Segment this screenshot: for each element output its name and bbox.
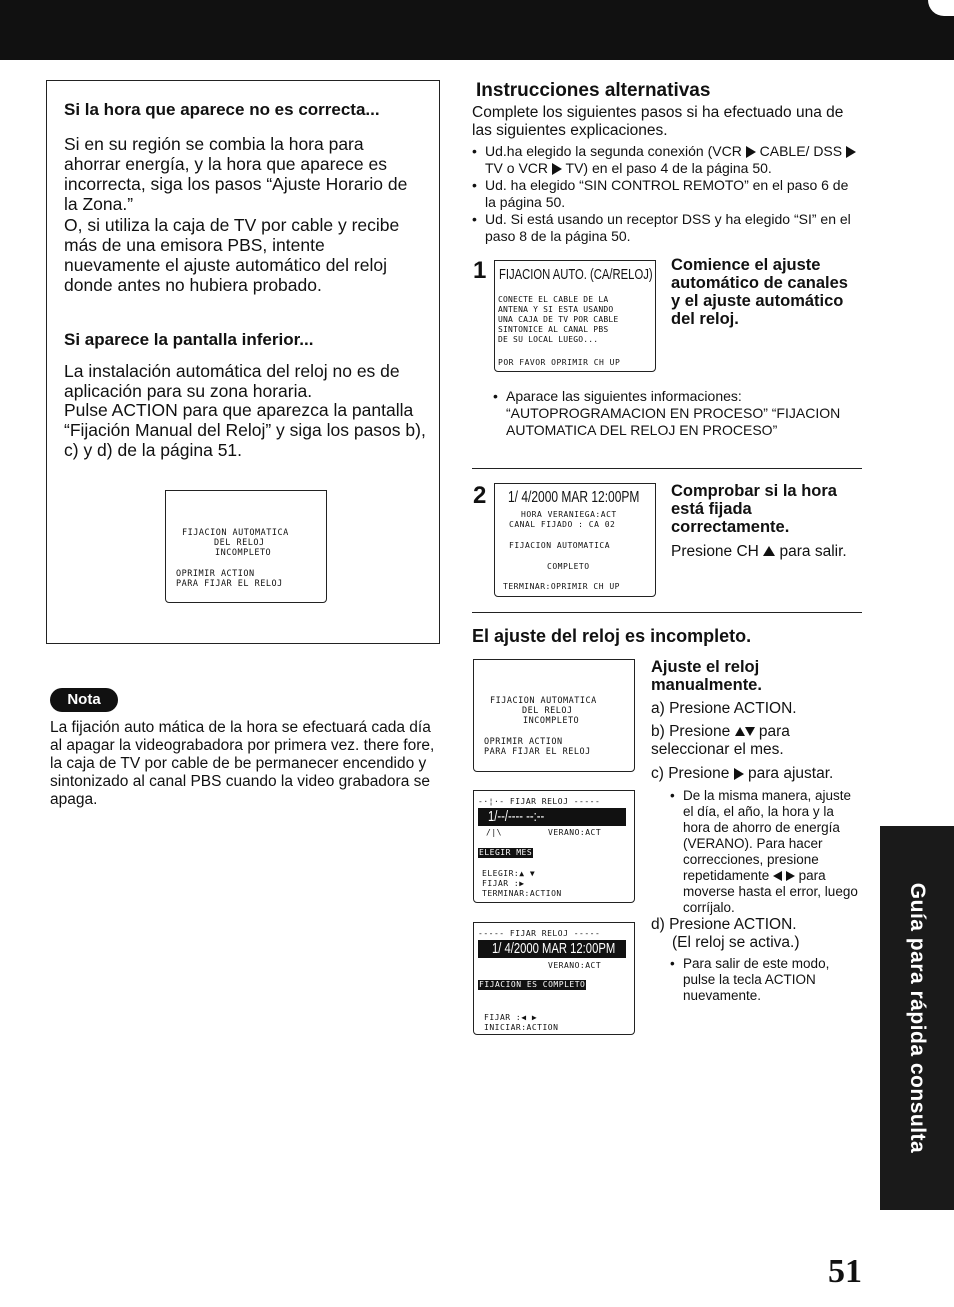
side-tab — [880, 826, 954, 1210]
screen-text: HORA VERANIEGA:ACT — [521, 510, 617, 519]
intro-paragraph: Complete los siguientes pasos si ha efectuado una de las siguientes explicaciones. — [472, 104, 844, 139]
screen-text: PARA FIJAR EL RELOJ — [484, 747, 591, 757]
screen-text: PARA FIJAR EL RELOJ — [176, 579, 283, 589]
screen-title: FIJACION AUTO. (CA/RELOJ) — [499, 266, 653, 283]
screen-footer: POR FAVOR OPRIMIR CH UP — [498, 358, 621, 367]
tv-screen-step2 — [494, 483, 656, 597]
screen-text: COMPLETO — [547, 562, 590, 571]
screen-text: VERANO:ACT — [548, 961, 602, 970]
side-tab-label: Guía para rápida consulta — [906, 882, 929, 1154]
paragraph: Si en su región se combia la hora para ahorrar energía, y la hora que aparece es incorrecta, siga los pasos “Ajuste Horario de la Zona.” — [64, 134, 408, 214]
condition-list — [472, 143, 858, 245]
instruction-d: d) Presione ACTION. — [651, 916, 797, 933]
step1-heading: Comience el ajuste automático de canales y el ajuste automático del reloj. — [671, 256, 848, 328]
screen-text: DEL RELOJ — [214, 538, 265, 548]
screen-text: FIJAR :▶ — [482, 879, 525, 888]
screen-text: INCOMPLETO — [523, 716, 580, 726]
section-title-alternativas: Instrucciones alternativas — [476, 80, 711, 101]
step2-heading: Comprobar si la hora está fijada correctamente. — [671, 482, 837, 536]
screen-text: FIJAR :◀ ▶ — [484, 1013, 538, 1022]
instruction-a: a) Presione ACTION. — [651, 700, 797, 717]
screen-text: OPRIMIR ACTION — [484, 737, 563, 747]
step-number: 2 — [473, 482, 487, 509]
tv-screen-set-complete — [473, 922, 635, 1035]
screen-text: CANAL FIJADO : CA 02 — [509, 520, 616, 529]
section-heading-screen: Si aparece la pantalla inferior... — [64, 330, 314, 349]
screen-text: FIJACION AUTOMATICA — [490, 696, 597, 706]
step1-notes — [493, 388, 873, 439]
list-item: • Ud. Si está usando un receptor DSS y ha elegido “SI” en el paso 8 de la página 50. — [472, 211, 858, 245]
screen-text: /|\ — [486, 828, 502, 837]
tv-screen-incomplete — [165, 490, 327, 603]
instruction-d-note: (El reloj se activa.) — [672, 934, 800, 951]
screen-clock: 1/ 4/2000 MAR 12:00PM — [508, 489, 640, 506]
selected-option: FIJACION ES COMPLETO — [479, 980, 586, 989]
nota-text: La fijación auto mática de la hora se efectuará cada día al apagar la videograbadora por primera vez. there fore, la caja de TV por cable de be permanecer encendido y sintonizado al canal PBS cuando la video grabadora se apaga. — [50, 719, 435, 808]
page-number: 51 — [828, 1253, 862, 1290]
nota-badge: Nota — [50, 688, 118, 712]
arrow-right-icon — [734, 768, 744, 780]
step2-instruction: Presione CH para salir. — [671, 543, 847, 560]
screen-text: DEL RELOJ — [522, 706, 573, 716]
screen-text-block: CONECTE EL CABLE DE LA ANTENA Y SI ESTA USANDO UNA CAJA DE TV POR CABLE SINTONICE AL CANAL PBS DE SU LOCAL LUEGO... — [498, 295, 619, 344]
paragraph: Pulse ACTION para que aparezca la pantalla “Fijación Manual del Reloj” y siga los pasos b), c) y d) de la página 51. — [64, 400, 426, 460]
screen-title: -·¦·- FIJAR RELOJ ----- — [478, 797, 601, 806]
date-field-highlight: 1/--/---- --:-- — [478, 808, 626, 826]
screen-text: ELEGIR:▲ ▼ — [482, 869, 536, 878]
manual-set-heading: Ajuste el reloj manualmente. — [651, 658, 762, 694]
step-number: 1 — [473, 257, 487, 284]
instruction-b: b) Presione para seleccionar el mes. — [651, 723, 790, 758]
screen-title: ----- FIJAR RELOJ ----- — [478, 929, 601, 938]
divider — [472, 468, 862, 469]
date-field-highlight: 1/ 4/2000 MAR 12:00PM — [478, 940, 626, 958]
arrow-left-icon — [773, 871, 782, 881]
selected-option: ELEGIR MES — [479, 848, 533, 857]
tv-screen-step1 — [494, 260, 656, 372]
screen-text: FIJACION AUTOMATICA — [182, 528, 289, 538]
arrow-up-icon — [735, 727, 745, 736]
screen-footer: TERMINAR:OPRIMIR CH UP — [503, 582, 620, 591]
screen-text: OPRIMIR ACTION — [176, 569, 255, 579]
list-item: • Ud. ha elegido “SIN CONTROL REMOTO” en el paso 6 de la página 50. — [472, 177, 858, 211]
list-item: • Aparace las siguientes informaciones: “AUTOPROGRAMACION EN PROCESO” “FIJACION AUTOMATICA DEL RELOJ EN PROCESO” — [493, 388, 873, 439]
arrow-right-icon — [786, 871, 795, 881]
paragraph: La instalación automática del reloj no es de aplicación para su zona horaria. — [64, 361, 400, 401]
list-item: • Para salir de este modo, pulse la tecla ACTION nuevamente. — [670, 956, 858, 1004]
arrow-right-icon — [746, 146, 756, 158]
top-banner — [0, 0, 954, 60]
instruction-c: c) Presione para ajustar. — [651, 765, 834, 782]
paragraph: O, si utiliza la caja de TV por cable y recibe más de una emisora PBS, intente nuevamente el ajuste automático del reloj donde antes no hubiera probado. — [64, 215, 400, 295]
tv-screen-incomplete — [473, 659, 635, 772]
arrow-up-icon — [763, 546, 775, 556]
instruction-c-notes — [670, 788, 858, 916]
screen-text: FIJACION AUTOMATICA — [509, 541, 611, 550]
section-title-incomplete: El ajuste del reloj es incompleto. — [472, 626, 752, 646]
screen-text: INICIAR:ACTION — [484, 1023, 559, 1032]
tv-screen-manual-set — [473, 790, 635, 903]
list-item: • De la misma manera, ajuste el día, el año, la hora y la hora de ahorro de energía (VERANO). Para hacer correcciones, presione repetidamente para moverse hasta el error, luego corríjalo. — [670, 788, 858, 916]
list-item: • Ud.ha elegido la segunda conexión (VCR CABLE/ DSS TV o VCR TV) en el paso 4 de la página 50. — [472, 143, 858, 177]
arrow-right-icon — [846, 146, 856, 158]
screen-text: TERMINAR:ACTION — [482, 889, 562, 898]
instruction-d-notes — [670, 956, 858, 1004]
divider — [472, 612, 862, 613]
section-heading-wrong-time: Si la hora que aparece no es correcta... — [64, 100, 380, 119]
screen-text: INCOMPLETO — [215, 548, 272, 558]
arrow-down-icon — [745, 727, 755, 736]
screen-text: VERANO:ACT — [548, 828, 602, 837]
arrow-right-icon — [552, 163, 562, 175]
